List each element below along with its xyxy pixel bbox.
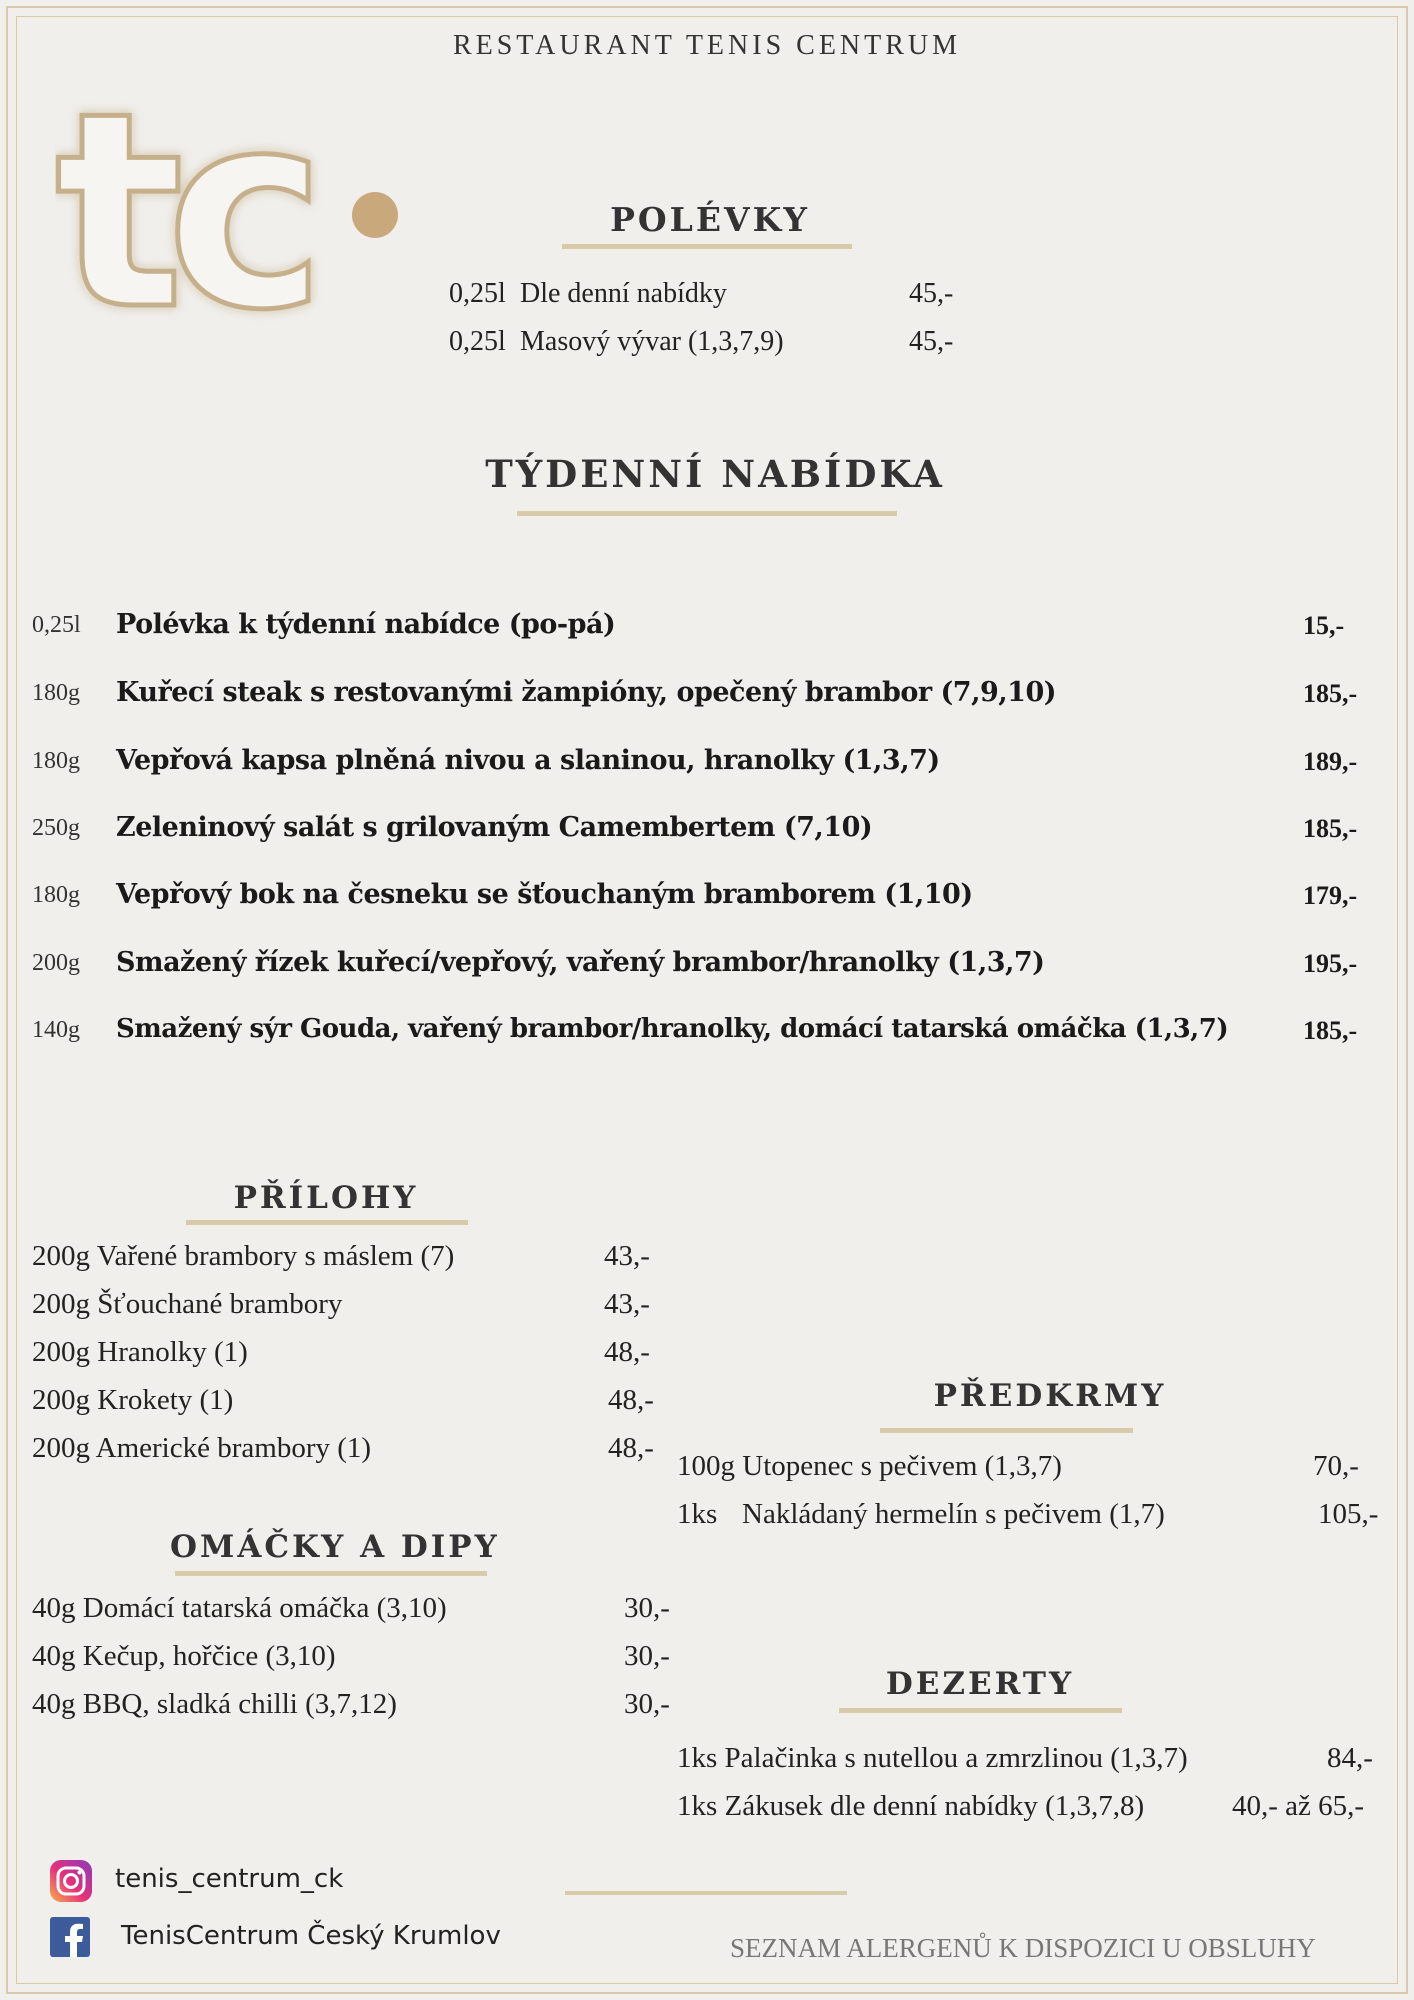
weekly-qty: 200g	[32, 950, 80, 976]
weekly-price: 185,-	[1303, 679, 1358, 708]
weekly-qty: 180g	[32, 748, 80, 774]
sauces-underline	[175, 1571, 487, 1576]
weekly-price: 179,-	[1303, 881, 1358, 910]
logo-text: tc	[55, 80, 309, 330]
logo-dot	[352, 192, 398, 238]
restaurant-name: RESTAURANT TENIS CENTRUM	[452, 30, 962, 61]
weekly-qty: 180g	[32, 882, 80, 908]
facebook-icon[interactable]	[48, 1915, 92, 1959]
soup-name: Masový vývar (1,3,7,9)	[520, 326, 784, 357]
weekly-qty: 140g	[32, 1017, 80, 1043]
sauce-price: 30,-	[624, 1688, 670, 1720]
dessert-price: 40,- až 65,-	[1232, 1790, 1365, 1822]
weekly-price: 195,-	[1303, 949, 1358, 978]
weekly-underline	[517, 511, 897, 516]
starters-underline	[880, 1428, 1133, 1433]
weekly-dish-name: Vepřová kapsa plněná nivou a slaninou, hranolky (1,3,7)	[116, 745, 940, 776]
instagram-handle[interactable]: tenis_centrum_ck	[115, 1864, 344, 1894]
tc-logo	[55, 80, 405, 330]
soup-price: 45,-	[909, 278, 954, 309]
weekly-dish-name: Vepřový bok na česneku se šťouchaným bramborem (1,10)	[116, 879, 973, 910]
allergen-note: SEZNAM ALERGENŮ K DISPOZICI U OBSLUHY	[730, 1933, 1316, 1963]
sauce-item: 40g BBQ, sladká chilli (3,7,12)	[32, 1688, 397, 1720]
starter-price: 105,-	[1318, 1498, 1379, 1530]
section-title-sides: PŘÍLOHY	[233, 1180, 419, 1216]
sauce-price: 30,-	[624, 1640, 670, 1672]
soup-qty: 0,25l	[449, 278, 506, 309]
side-item: 200g Americké brambory (1)	[32, 1432, 372, 1464]
side-item: 200g Vařené brambory s máslem (7)	[32, 1240, 455, 1272]
facebook-page-name[interactable]: TenisCentrum Český Krumlov	[121, 1921, 501, 1951]
footer-divider	[565, 1891, 847, 1895]
dessert-item: 1ks Palačinka s nutellou a zmrzlinou (1,3,7)	[677, 1742, 1188, 1774]
sauce-item: 40g Kečup, hořčice (3,10)	[32, 1640, 336, 1672]
starter-price: 70,-	[1313, 1450, 1359, 1482]
side-item: 200g Šťouchané brambory	[32, 1288, 343, 1320]
sides-underline	[186, 1220, 468, 1225]
weekly-price: 15,-	[1303, 611, 1345, 640]
sauce-price: 30,-	[624, 1592, 670, 1624]
side-price: 48,-	[608, 1384, 654, 1416]
weekly-price: 185,-	[1303, 1016, 1358, 1045]
sauce-item: 40g Domácí tatarská omáčka (3,10)	[32, 1592, 447, 1624]
starter-name: Nakládaný hermelín s pečivem (1,7)	[742, 1498, 1165, 1530]
starter-qty: 1ks	[677, 1498, 718, 1530]
side-price: 48,-	[604, 1336, 650, 1368]
section-title-soups: POLÉVKY	[610, 200, 810, 239]
weekly-dish-name: Polévka k týdenní nabídce (po-pá)	[116, 609, 616, 640]
soup-qty: 0,25l	[449, 326, 506, 357]
section-title-weekly: TÝDENNÍ NABÍDKA	[485, 452, 945, 496]
instagram-icon[interactable]	[48, 1858, 94, 1904]
side-price: 48,-	[608, 1432, 654, 1464]
weekly-dish-name: Zeleninový salát s grilovaným Camembertem (7,10)	[116, 812, 873, 843]
soup-name: Dle denní nabídky	[520, 278, 727, 309]
weekly-qty: 180g	[32, 680, 80, 706]
weekly-price: 189,-	[1303, 747, 1358, 776]
side-price: 43,-	[604, 1240, 650, 1272]
weekly-qty: 250g	[32, 815, 80, 841]
section-title-starters: PŘEDKRMY	[933, 1378, 1167, 1414]
side-item: 200g Hranolky (1)	[32, 1336, 248, 1368]
soups-underline	[562, 244, 852, 249]
weekly-dish-name: Smažený řízek kuřecí/vepřový, vařený brambor/hranolky (1,3,7)	[116, 947, 1045, 978]
weekly-price: 185,-	[1303, 814, 1358, 843]
desserts-underline	[839, 1708, 1122, 1713]
section-title-sauces: OMÁČKY A DIPY	[170, 1529, 500, 1565]
dessert-item: 1ks Zákusek dle denní nabídky (1,3,7,8)	[677, 1790, 1145, 1822]
weekly-qty: 0,25l	[32, 612, 81, 638]
dessert-price: 84,-	[1327, 1742, 1373, 1774]
starter-item: 100g Utopenec s pečivem (1,3,7)	[677, 1450, 1062, 1482]
weekly-dish-name: Kuřecí steak s restovanými žampióny, opečený brambor (7,9,10)	[116, 677, 1057, 708]
side-item: 200g Krokety (1)	[32, 1384, 234, 1416]
side-price: 43,-	[604, 1288, 650, 1320]
weekly-dish-name: Smažený sýr Gouda, vařený brambor/hranolky, domácí tatarská omáčka (1,3,7)	[116, 1014, 1229, 1044]
soup-price: 45,-	[909, 326, 954, 357]
section-title-desserts: DEZERTY	[885, 1666, 1075, 1702]
